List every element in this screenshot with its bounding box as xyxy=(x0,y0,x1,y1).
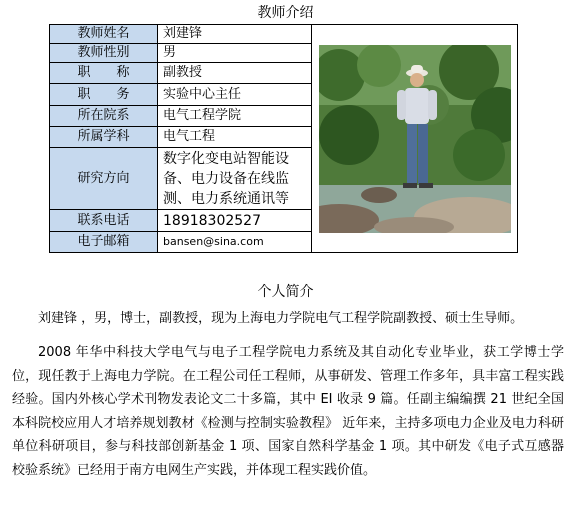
bio-paragraph-2: 2008 年华中科技大学电气与电子工程学院电力系统及其自动化专业毕业，获工学博士学位，现任教于上海电力学院。在工程公司任工程师，从事研发、管理工作多年，具丰富工程实践经验。国内外核心学术刊物发表论文二十多篇，其中 EI 收录 9 篇。任副主编编撰 21 世纪全国本科院校应用人才培养规划教材《检测与控制实验教程》 近年来，主持多项电力企业及电力科研单位科研项目，参与科技部创新基金 1 项、国家自然科学基金 1 项。其中研发《电子式互感器校验系统》已经用于南方电网生产实践，并体现工程实践价值。 xyxy=(12,345,564,478)
label-phone: 联系电话 xyxy=(50,210,158,232)
label-gender: 教师性别 xyxy=(50,44,158,63)
profile-table xyxy=(49,24,518,253)
value-position: 实验中心主任 xyxy=(158,84,312,106)
value-gender: 男 xyxy=(158,44,312,63)
value-discipline: 电气工程 xyxy=(158,127,312,148)
bio-paragraph-1: 刘建锋 ，男，博士，副教授，现为上海电力学院电气工程学院副教授、硕士生导师。 xyxy=(38,311,524,326)
label-position: 职 务 xyxy=(50,84,158,106)
label-email: 电子邮箱 xyxy=(50,232,158,253)
photo-cell xyxy=(312,25,518,253)
value-phone: 18918302527 xyxy=(158,210,312,232)
value-department: 电气工程学院 xyxy=(158,106,312,127)
label-department: 所在院系 xyxy=(50,106,158,127)
label-research: 研究方向 xyxy=(50,148,158,210)
teacher-photo xyxy=(319,45,511,233)
value-title: 副教授 xyxy=(158,63,312,84)
page-title: 教师介绍 xyxy=(257,5,314,21)
value-name: 刘建锋 xyxy=(158,25,312,44)
bio-heading: 个人简介 xyxy=(257,284,314,300)
value-email: bansen@sina.com xyxy=(158,232,312,253)
label-discipline: 所属学科 xyxy=(50,127,158,148)
label-name: 教师姓名 xyxy=(50,25,158,44)
value-research: 数字化变电站智能设备、电力设备在线监测、电力系统通讯等 xyxy=(158,148,312,210)
label-title: 职 称 xyxy=(50,63,158,84)
